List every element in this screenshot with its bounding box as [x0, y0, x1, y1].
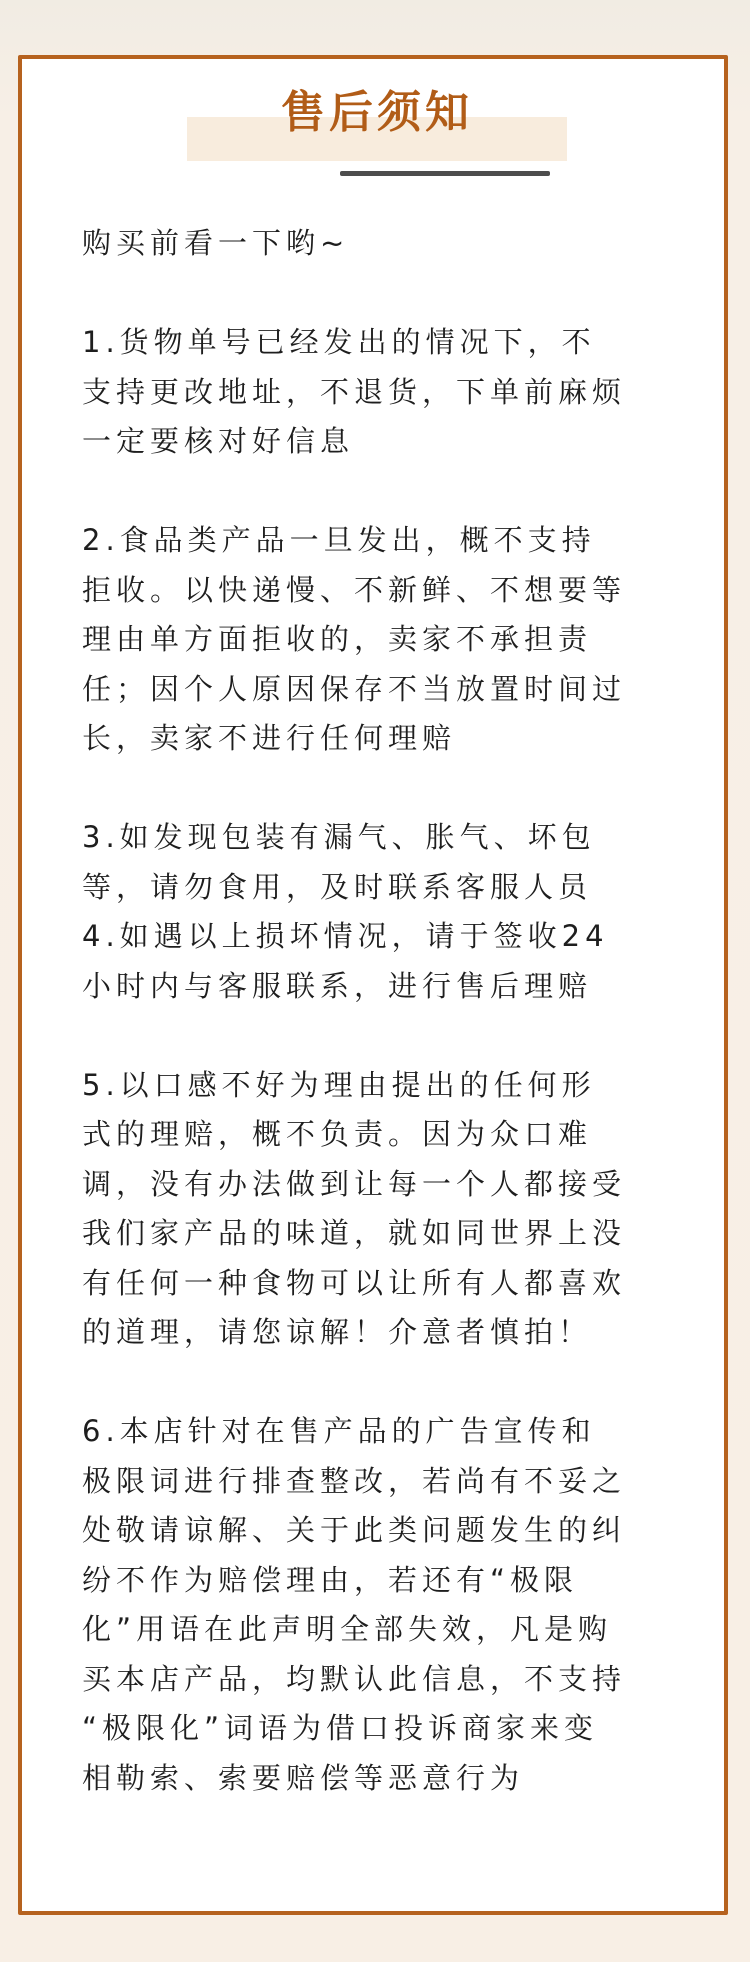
text-line: 6.本店针对在售产品的广告宣传和: [82, 1414, 596, 1448]
notice-card: [18, 55, 728, 1915]
title-underline: [340, 171, 550, 176]
notice-title: 售后须知: [281, 87, 473, 138]
text-line: 等，请勿食用，及时联系客服人员: [82, 869, 593, 904]
text-line: 4.如遇以上损坏情况，请于签收24: [82, 919, 609, 953]
intro-line: 购买前看一下哟~: [82, 226, 350, 260]
text-line: 长，卖家不进行任何理赔: [82, 721, 457, 755]
text-line: 有任何一种食物可以让所有人都喜欢: [82, 1265, 627, 1300]
paragraph-2: [82, 516, 682, 764]
text-line: 2.食品类产品一旦发出，概不支持: [82, 523, 596, 557]
text-line: 相勒索、索要赔偿等恶意行为: [82, 1760, 525, 1795]
paragraph-gap: [82, 269, 682, 319]
text-line: 极限词进行排查整改，若尚有不妥之: [82, 1463, 627, 1498]
text-line: 拒收。以快递慢、不新鲜、不想要等: [82, 572, 627, 607]
text-line: 式的理赔，概不负责。因为众口难: [82, 1117, 593, 1151]
text-line: 化”用语在此声明全部失效，凡是购: [82, 1612, 613, 1646]
paragraph-gap: [82, 1358, 682, 1408]
text-line: 支持更改地址，不退货，下单前麻烦: [82, 374, 627, 409]
text-line: 5.以口感不好为理由提出的任何形: [82, 1067, 596, 1102]
text-line: 处敬请谅解、关于此类问题发生的纠: [82, 1513, 627, 1547]
paragraph-6: [82, 1407, 682, 1803]
text-line: 买本店产品，均默认此信息，不支持: [82, 1661, 627, 1696]
text-line: 我们家产品的味道，就如同世界上没: [82, 1216, 627, 1250]
text-line: 理由单方面拒收的，卖家不承担责: [82, 622, 593, 656]
paragraph-gap: [82, 1011, 682, 1061]
text-line: 1.货物单号已经发出的情况下，不: [82, 325, 596, 359]
text-line: 小时内与客服联系，进行售后理赔: [82, 968, 593, 1003]
text-line: 任；因个人原因保存不当放置时间过: [82, 671, 627, 706]
paragraph-gap: [82, 467, 682, 517]
text-line: 一定要核对好信息: [82, 424, 355, 458]
text-line: 3.如发现包装有漏气、胀气、坏包: [82, 820, 596, 854]
text-line: 的道理，请您谅解！介意者慎拍！: [82, 1315, 593, 1349]
paragraph-3-4: [82, 813, 682, 1011]
paragraph-gap: [82, 764, 682, 814]
text-line: 调，没有办法做到让每一个人都接受: [82, 1166, 627, 1201]
text-line: 纷不作为赔偿理由，若还有“极限: [82, 1562, 579, 1597]
paragraph-1: [82, 318, 682, 467]
paragraph-5: [82, 1061, 682, 1358]
notice-content: [82, 219, 682, 1803]
text-line: “极限化”词语为借口投诉商家来变: [82, 1711, 599, 1745]
